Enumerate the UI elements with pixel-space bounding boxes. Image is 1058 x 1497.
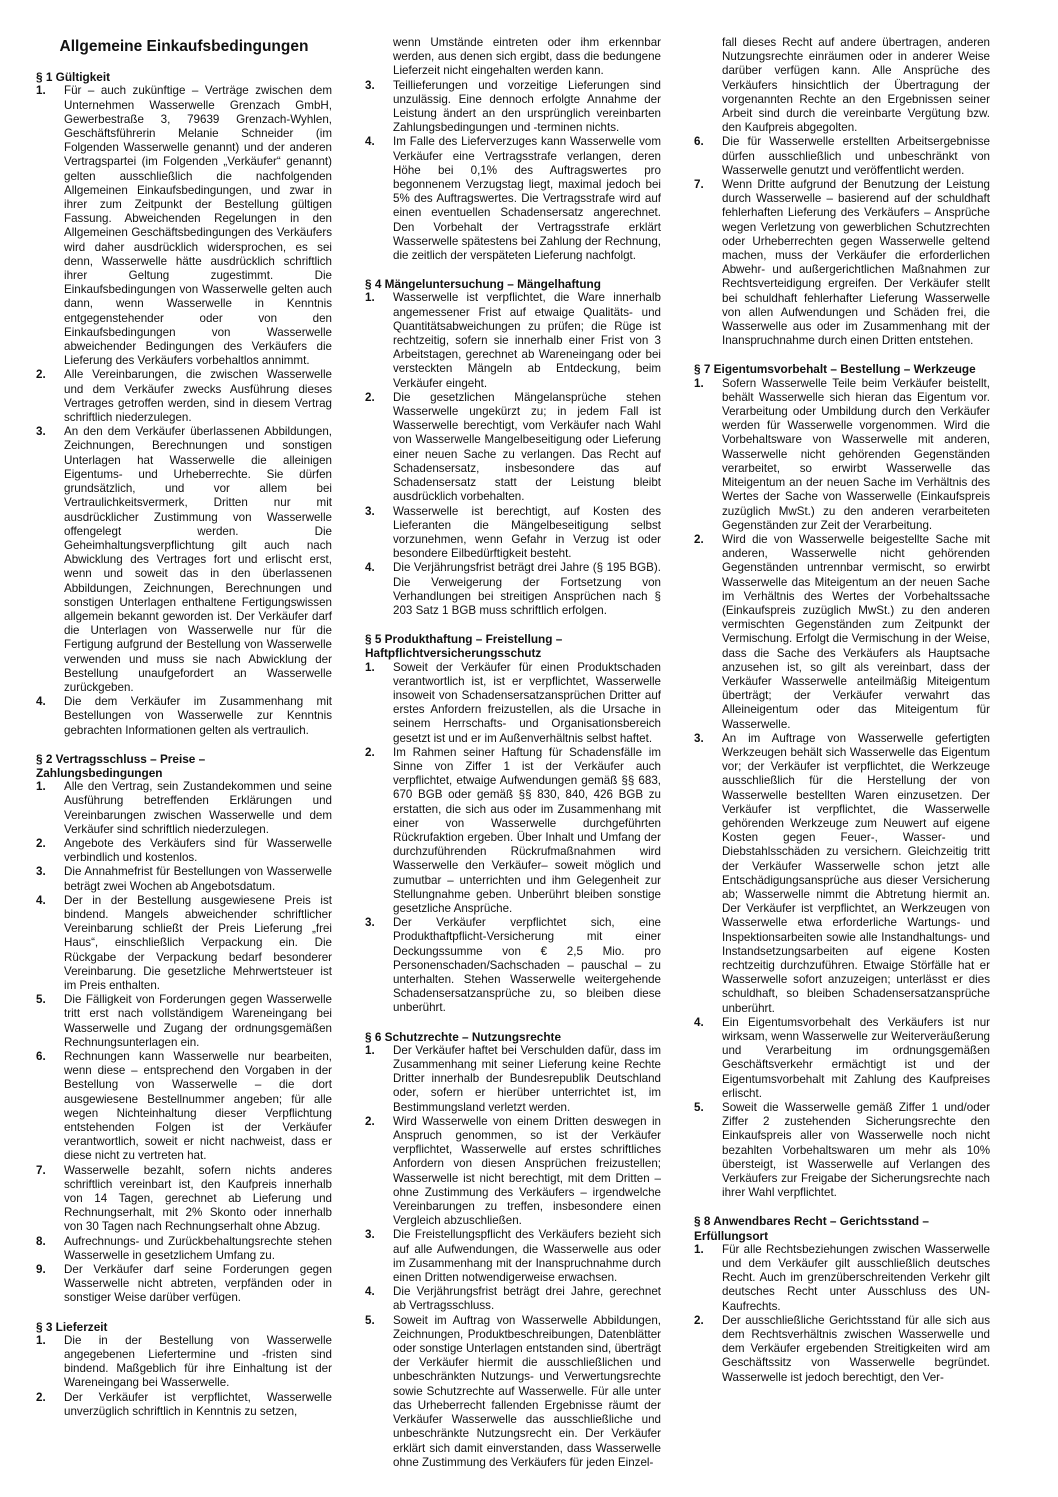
clause-item [365, 291, 661, 390]
clause-text: Aufrechnungs- und Zurückbehaltungsrechte stehen Wasserwelle in gesetzlichem Umfang zu. [64, 1234, 332, 1262]
clause-number: 3. [694, 731, 704, 745]
clause-text: Im Falle des Lieferverzuges kann Wasserwelle vom Verkäufer eine Vertragsstrafe verlangen, deren Höhe bei 0,1% des Auftragswertes pro begonnenem Verzugstag liegt, maximal jedoch bei 5% des Auftragswertes. Die Vertragsstrafe wird auf einen eventuellen Schadensersatz angerechnet. Den Vorbehalt der Vertragsstrafe erklärt Wasserwelle spätestens bei Zahlung der Rechnung, die zeitlich der verspäteten Lieferung nachfolgt. [393, 135, 661, 263]
section-heading: § 2 Vertragsschluss – Preise – Zahlungsbedingungen [36, 751, 206, 780]
clause-item [365, 1115, 661, 1229]
clause-number: 2. [365, 745, 375, 759]
clause-number: 3. [36, 865, 46, 879]
clause-number: 5. [694, 1101, 704, 1115]
clause-item [694, 135, 990, 178]
clause-item [365, 746, 661, 916]
clause-number: 9. [36, 1263, 46, 1277]
clause-text: Die gesetzlichen Mängelansprüche stehen Wasserwelle ungekürzt zu; in jedem Fall ist Wasserwelle berechtigt, vom Verkäufer nach Wahl von Wasserwelle Mangelbeseitigung oder Lieferung einer neuen Sache zu verlangen. Das Recht auf Schadensersatz, insbesondere das auf Schadensersatz statt der Leistung bleibt ausdrücklich vorbehalten. [393, 390, 661, 504]
clause-text: Alle Vereinbarungen, die zwischen Wasserwelle und dem Verkäufer zwecks Ausführung dieses Vertrages getroffen werden, sind in diesem Vertrag schriftlich niederzulegen. [64, 368, 332, 425]
clause-item [36, 780, 332, 837]
clause-text: Für alle Rechtsbeziehungen zwischen Wasserwelle und dem Verkäufer gilt ausschließlich deutsches Recht. Auch im grenzüberschreitenden Verkehr gilt deutsches Recht unter Ausschluss des UN-Kaufrechts. [722, 1242, 990, 1313]
clause-item [365, 135, 661, 263]
clause-item [694, 533, 990, 732]
clause-text: Der Verkäufer darf seine Forderungen gegen Wasserwelle nicht abtreten, verpfänden oder in sonstiger Weise darüber verfügen. [64, 1263, 332, 1305]
clause-text: Wasserwelle ist berechtigt, auf Kosten des Lieferanten die Mängelbeseitigung selbst vorzunehmen, wenn Gefahr in Verzug ist oder besondere Eilbedürftigkeit besteht. [393, 504, 661, 561]
clause-item [694, 1314, 990, 1385]
clause-item [36, 1164, 332, 1235]
clause-text: Soweit der Verkäufer für einen Produktschaden verantwortlich ist, ist er verpflichtet, Wasserwelle insoweit von Schadensersatzansprüchen Dritter auf erstes Anfordern freizustellen, als die Ursache in seinem Herrschafts- und Organisationsbereich gesetzt ist und er im Außenverhältnis selbst haftet. [393, 660, 661, 745]
clause-number: 1. [365, 291, 375, 305]
clause-number: 1. [36, 1333, 46, 1347]
clause-number: 1. [365, 660, 375, 674]
clause-item [694, 377, 990, 533]
clause-item [36, 894, 332, 993]
section-heading: § 8 Anwendbares Recht – Gerichtsstand – Erfüllungsort [694, 1214, 929, 1243]
clause-item [365, 1285, 661, 1313]
clause-number: 2. [694, 1313, 704, 1327]
clause-number: 3. [365, 504, 375, 518]
clause-text: Die Fälligkeit von Forderungen gegen Wasserwelle tritt erst nach vollständigem Wareneingang bei Wasserwelle und Zugang der ordnungsgemäßen Rechnungsunterlagen ein. [64, 993, 332, 1049]
column-2 [365, 36, 661, 1491]
clause-number: 1. [36, 84, 46, 98]
clause-item [36, 695, 332, 738]
clause-number: 4. [694, 1015, 704, 1029]
clause-number: 5. [365, 1313, 375, 1327]
clause-number: 4. [365, 561, 375, 575]
clause-item [365, 1228, 661, 1285]
clause-text: Angebote des Verkäufers sind für Wasserwelle verbindlich und kostenlos. [64, 836, 332, 865]
clause-item [365, 505, 661, 562]
clause-item [36, 368, 332, 425]
clause-text: Wasserwelle ist verpflichtet, die Ware innerhalb angemessener Frist auf etwaige Qualitäts- und Quantitätsabweichungen zu prüfen; die Rüge ist rechtzeitig, sofern sie innerhalb einer Frist von 3 Arbeitstagen, gerechnet ab Wareneingang oder bei versteckten Mängeln ab Entdeckung, beim Verkäufer eingeht. [393, 291, 661, 390]
clause-text: Wasserwelle bezahlt, sofern nichts anderes schriftlich vereinbart ist, den Kaufpreis innerhalb von 14 Tagen, gerechnet ab Lieferung und Rechnungserhalt, mit 2% Skonto oder innerhalb von 30 Tagen nach Rechnungserhalt ohne Abzug. [64, 1163, 332, 1234]
clause-item [36, 1235, 332, 1263]
clause-text: Die dem Verkäufer im Zusammenhang mit Bestellungen von Wasserwelle zur Kenntnis gebrachten Informationen gelten als vertraulich. [64, 695, 332, 737]
clause-text: Wird Wasserwelle von einem Dritten deswegen in Anspruch genommen, so ist der Verkäufer verpflichtet, Wasserwelle auf erstes schriftliches Anfordern von diesen Ansprüchen freizustellen; Wasserwelle ist nicht berechtigt, mit dem Dritten – ohne Zustimmung des Verkäufers – irgendwelche Vereinbarungen zu treffen, insbesondere einen Vergleich abzuschließen. [393, 1114, 661, 1228]
clause-number: 5. [36, 993, 46, 1007]
clause-number: 2. [36, 836, 46, 850]
section-heading: § 7 Eigentumsvorbehalt – Bestellung – Werkzeuge [694, 362, 976, 377]
continued-paragraph: fall dieses Recht auf andere übertragen, anderen Nutzungsrechte einräumen oder in anderer Weise darüber verfügen kann. Alle Ansprüche des Verkäufers hinsichtlich der Übertragung der vorgenannten Rechte an den Ergebnissen seiner Arbeit sind durch die vereinbarte Vergütung bzw. den Kaufpreis abgegolten. [722, 36, 990, 135]
continued-paragraph: wenn Umstände eintreten oder ihm erkennbar werden, aus denen sich ergibt, dass die bedungene Lieferzeit nicht eingehalten werden kann. [393, 36, 661, 78]
section-heading: § 4 Mängeluntersuchung – Mängelhaftung [365, 277, 601, 292]
clause-number: 2. [365, 390, 375, 404]
clause-item [36, 865, 332, 893]
clause-item [36, 1263, 332, 1306]
clause-text: Die Verjährungsfrist beträgt drei Jahre (§ 195 BGB). Die Verweigerung der Fortsetzung von Verhandlungen bei streitigen Ansprüchen nach § 203 Satz 1 BGB muss schriftlich erfolgen. [393, 561, 661, 617]
clause-item [36, 1334, 332, 1391]
clause-item [365, 1314, 661, 1470]
clause-item [365, 661, 661, 746]
clause-number: 2. [36, 368, 46, 382]
clause-text: Soweit die Wasserwelle gemäß Ziffer 1 und/oder Ziffer 2 zustehenden Sicherungsrechte den Einkaufspreis aller von Wasserwelle noch nicht bezahlten Vorbehaltswaren um mehr als 10% übersteigt, ist Wasserwelle auf Verlangen des Verkäufers zur Freigabe der Sicherungsrechte nach ihrer Wahl verpflichtet. [722, 1101, 990, 1200]
clause-item [694, 1101, 990, 1200]
clause-text: Rechnungen kann Wasserwelle nur bearbeiten, wenn diese – entsprechend den Vorgaben in der Bestellung von Wasserwelle – die dort ausgewiesene Bestellnummer angeben; für alle wegen Nichteinhaltung dieser Verpflichtung entstehenden Folgen ist der Verkäufer verantwortlich, soweit er nicht nachweist, dass er diese nicht zu vertreten hat. [64, 1050, 332, 1163]
clause-text: Für – auch zukünftige – Verträge zwischen dem Unternehmen Wasserwelle Grenzach GmbH, Gewerbestraße 3, 79639 Grenzach-Wyhlen, Geschäftsführerin Melanie Schneider (im Folgenden Wasserwelle genannt) und der anderen Vertragspartei (im Folgenden „Verkäufer“ genannt) gelten ausschließlich die nachfolgenden Allgemeinen Einkaufsbedingungen, und zwar in ihrer zum Zeitpunkt der Bestellung gültigen Fassung. Abweichenden Regelungen in den Allgemeinen Geschäftsbedingungen des Verkäufers wird daher ausdrücklich widersprochen, es sei denn, Wasserwelle hätte ausdrücklich schriftlich ihrer Geltung zugestimmt. Die Einkaufsbedingungen von Wasserwelle gelten auch dann, wenn Wasserwelle in Kenntnis entgegenstehender oder von den Einkaufsbedingungen von Wasserwelle abweichender Bedingungen des Verkäufers die Lieferung des Verkäufers vorbehaltlos annimmt. [64, 84, 332, 368]
clause-text: Der Verkäufer verpflichtet sich, eine Produkthaftpflicht-Versicherung mit einer Deckungssumme von € 2,5 Mio. pro Personenschaden/Sachschaden – pauschal – zu unterhalten. Stehen Wasserwelle weitergehende Schadensersatzansprüche zu, so bleiben diese unberührt. [393, 916, 661, 1015]
clause-number: 4. [36, 893, 46, 907]
clause-text: Wird die von Wasserwelle beigestellte Sache mit anderen, Wasserwelle nicht gehörenden Gegenständen untrennbar vermischt, so erwirbt Wasserwelle das Miteigentum an der neuen Sache im Verhältnis des Wertes der Vorbehaltssache (Einkaufspreis zuzüglich MwSt.) zu den anderen vermischten Gegenständen zum Zeitpunkt der Vermischung. Erfolgt die Vermischung in der Weise, dass die Sache des Verkäufers als Hauptsache anzusehen ist, so gilt als vereinbart, dass der Verkäufer Wasserwelle anteilmäßig Miteigentum überträgt; der Verkäufer verwahrt das Alleineigentum oder das Miteigentum für Wasserwelle. [722, 532, 990, 731]
column-1 [36, 36, 332, 1491]
clause-text: Der Verkäufer ist verpflichtet, Wasserwelle unverzüglich schriftlich in Kenntnis zu setzen, [64, 1390, 332, 1418]
clause-text: Die Freistellungspflicht des Verkäufers bezieht sich auf alle Aufwendungen, die Wasserwelle aus oder im Zusammenhang mit der Inanspruchnahme durch einen Dritten notwendigerweise erwachsen. [393, 1228, 661, 1285]
clause-number: 1. [694, 1242, 704, 1256]
clause-text: Der ausschließliche Gerichtsstand für alle sich aus dem Rechtsverhältnis zwischen Wasserwelle und dem Verkäufer ergebenden Streitigkeiten wird am Geschäftssitz von Wasserwelle begründet. Wasserwelle ist jedoch berechtigt, den Ver- [722, 1313, 990, 1384]
clause-item [365, 391, 661, 505]
clause-text: Die Verjährungsfrist beträgt drei Jahre, gerechnet ab Vertragsschluss. [393, 1285, 661, 1313]
section-heading: § 1 Gültigkeit [36, 70, 111, 85]
clause-number: 3. [365, 916, 375, 930]
clause-item [694, 732, 990, 1016]
clause-item [36, 84, 332, 368]
clause-number: 6. [694, 135, 704, 149]
section-heading: § 3 Lieferzeit [36, 1319, 108, 1334]
clause-number: 3. [365, 1228, 375, 1242]
clause-item [36, 1050, 332, 1164]
clause-text: Ein Eigentumsvorbehalt des Verkäufers ist nur wirksam, wenn Wasserwelle zur Weiterveräußerung und Verarbeitung im ordnungsgemäßen Geschäftsverkehr ermächtigt ist und der Eigentumsvorbehalt mit Zahlung des Kaufpreises erlischt. [722, 1015, 990, 1100]
clause-number: 3. [36, 425, 46, 439]
clause-number: 3. [365, 78, 375, 92]
clause-number: 2. [694, 532, 704, 546]
clause-number: 6. [36, 1050, 46, 1064]
clause-text: Die für Wasserwelle erstellten Arbeitsergebnisse dürfen ausschließlich und unbeschränkt von Wasserwelle genutzt und veröffentlicht werden. [722, 135, 990, 177]
clause-item [365, 79, 661, 136]
clause-item [694, 178, 990, 348]
clause-number: 4. [36, 695, 46, 709]
column-3 [694, 36, 990, 1491]
text-columns [36, 36, 1022, 1491]
clause-item [694, 1016, 990, 1101]
clause-text: Wenn Dritte aufgrund der Benutzung der Leistung durch Wasserwelle – basierend auf der schuldhaft fehlerhaften Lieferung des Verkäufers – Ansprüche wegen Verletzung von gewerblichen Schutzrechten oder Urheberrechten gegen Wasserwelle geltend machen, muss der Verkäufer die erforderlichen Abwehr- und außergerichtlichen Maßnahmen zur Rechtsverteidigung ergreifen. Der Verkäufer stellt bei schuldhaft fehlerhafter Lieferung Wasserwelle von allen Aufwendungen und Schäden frei, die Wasserwelle aus oder im Zusammenhang mit der Inanspruchnahme durch einen Dritten entstehen. [722, 178, 990, 348]
section-heading: § 5 Produkthaftung – Freistellung – Haftpflichtversicherungsschutz [365, 632, 563, 661]
clause-item [365, 561, 661, 618]
clause-item [36, 1391, 332, 1419]
clause-text: Die Annahmefrist für Bestellungen von Wasserwelle beträgt zwei Wochen ab Angebotsdatum. [64, 865, 332, 893]
clause-number: 7. [36, 1163, 46, 1177]
clause-item [694, 1243, 990, 1314]
clause-text: Die in der Bestellung von Wasserwelle angegebenen Liefertermine und -fristen sind bindend. Maßgeblich für ihre Einhaltung ist der Wareneingang bei Wasserwelle. [64, 1333, 332, 1390]
clause-item [365, 1044, 661, 1115]
clause-number: 2. [36, 1390, 46, 1404]
clause-text: Teillieferungen und vorzeitige Lieferungen sind unzulässig. Eine dennoch erfolgte Annahme der Leistung ändert an den ursprünglich vereinbarten Zahlungsbedingungen und -terminen nichts. [393, 78, 661, 135]
clause-text: An im Auftrage von Wasserwelle gefertigten Werkzeugen behält sich Wasserwelle das Eigentum vor; der Verkäufer ist verpflichtet, die Werkzeuge ausschließlich für die Herstellung der von Wasserwelle bestellten Waren einzusetzen. Der Verkäufer ist verpflichtet, die Wasserwelle gehörenden Werkzeuge zum Neuwert auf eigene Kosten gegen Feuer-, Wasser- und Diebstahlsschäden zu versichern. Gleichzeitig tritt der Verkäufer Wasserwelle schon jetzt alle Entschädigungsansprüche aus dieser Versicherung ab; Wasserwelle nimmt die Abtretung hiermit an. Der Verkäufer ist verpflichtet, an Werkzeugen von Wasserwelle etwa erforderliche Wartungs- und Inspektionsarbeiten sowie alle Instandhaltungs- und Instandsetzungsarbeiten auf eigene Kosten rechtzeitig durchzuführen. Etwaige Störfälle hat er Wasserwelle sofort anzuzeigen; unterlässt er dies schuldhaft, so bleiben Schadensersatzansprüche unberührt. [722, 731, 990, 1015]
clause-item [36, 837, 332, 865]
clause-text: Soweit im Auftrag von Wasserwelle Abbildungen, Zeichnungen, Produktbeschreibungen, Datenblätter oder sonstige Unterlagen entstanden sind, überträgt der Verkäufer hiermit die ausschließlichen und unbeschränkten Nutzungs- und Verwertungsrechte sowie Schutzrechte auf Wasserwelle. Für alle unter das Urheberrecht fallenden Ergebnisse räumt der Verkäufer Wasserwelle das ausschließliche und unbeschränkte Nutzungsrecht ein. Der Verkäufer erklärt sich damit einverstanden, dass Wasserwelle ohne Zustimmung des Verkäufers für jeden Einzel- [393, 1313, 661, 1469]
clause-number: 1. [36, 780, 46, 794]
clause-item [36, 425, 332, 695]
clause-number: 2. [365, 1114, 375, 1128]
clause-number: 8. [36, 1234, 46, 1248]
clause-text: Im Rahmen seiner Haftung für Schadensfälle im Sinne von Ziffer 1 ist der Verkäufer auch verpflichtet, etwaige Aufwendungen gemäß §§ 683, 670 BGB oder gemäß §§ 830, 840, 426 BGB zu erstatten, die sich aus oder im Zusammenhang mit einer von Wasserwelle durchgeführten Rückrufaktion ergeben. Über Inhalt und Umfang der durchzuführenden Rückrufmaßnahmen wird Wasserwelle den Verkäufer– soweit möglich und zumutbar – unterrichten und ihm Gelegenheit zur Stellungnahme geben. Unberührt bleiben sonstige gesetzliche Ansprüche. [393, 745, 661, 915]
clause-item [36, 993, 332, 1050]
clause-text: Sofern Wasserwelle Teile beim Verkäufer beistellt, behält Wasserwelle sich hieran das Eigentum vor. Verarbeitung oder Umbildung durch den Verkäufer werden für Wasserwelle vorgenommen. Wird die Vorbehaltsware von Wasserwelle mit anderen, Wasserwelle nicht gehörenden Gegenständen verarbeitet, so erwirbt Wasserwelle das Miteigentum an der neuen Sache im Verhältnis des Wertes der Sache von Wasserwelle (Einkaufspreis zuzüglich MwSt.) zu den anderen verarbeiteten Gegenständen zur Zeit der Verarbeitung. [722, 376, 990, 532]
clause-number: 4. [365, 135, 375, 149]
clause-number: 1. [694, 376, 704, 390]
clause-text: Der in der Bestellung ausgewiesene Preis ist bindend. Mangels abweichender schriftlicher Vereinbarung schließt der Preis Lieferung „frei Haus“, einschließlich Verpackung ein. Die Rückgabe der Verpackung bedarf besonderer Vereinbarung. Die gesetzliche Mehrwertsteuer ist im Preis enthalten. [64, 893, 332, 992]
clause-text: Der Verkäufer haftet bei Verschulden dafür, dass im Zusammenhang mit seiner Lieferung keine Rechte Dritter innerhalb der Bundesrepublik Deutschland oder, sofern er hierüber unterrichtet ist, im Bestimmungsland verletzt werden. [393, 1043, 661, 1114]
clause-text: An den dem Verkäufer überlassenen Abbildungen, Zeichnungen, Berechnungen und sonstigen Unterlagen hat Wasserwelle die alleinigen Eigentums- und Urheberrechte. Sie dürfen grundsätzlich, und vor allem bei Vertraulichkeitsvermerk, Dritten nur mit ausdrücklicher Zustimmung von Wasserwelle offengelegt werden. Die Geheimhaltungsverpflichtung gilt auch nach Abwicklung des Vertrages fort und erlischt erst, wenn und soweit das in den überlassenen Abbildungen, Zeichnungen, Berechnungen und sonstigen Unterlagen enthaltene Fertigungswissen allgemein bekannt geworden ist. Der Verkäufer darf die Unterlagen von Wasserwelle nur für die Fertigung aufgrund der Bestellung von Wasserwelle verwenden und muss sie nach Abwicklung der Bestellung unaufgefordert an Wasserwelle zurückgeben. [64, 425, 332, 694]
clause-number: 4. [365, 1285, 375, 1299]
section-heading: § 6 Schutzrechte – Nutzungsrechte [365, 1029, 562, 1044]
clause-text: Alle den Vertrag, sein Zustandekommen und seine Ausführung betreffenden Erklärungen und Vereinbarungen zwischen Wasserwelle und dem Verkäufer sind schriftlich niederzulegen. [64, 780, 332, 836]
clause-number: 7. [694, 178, 704, 192]
page-title: Allgemeine Einkaufsbedingungen [59, 38, 309, 55]
clause-number: 1. [365, 1043, 375, 1057]
clause-item [365, 916, 661, 1015]
